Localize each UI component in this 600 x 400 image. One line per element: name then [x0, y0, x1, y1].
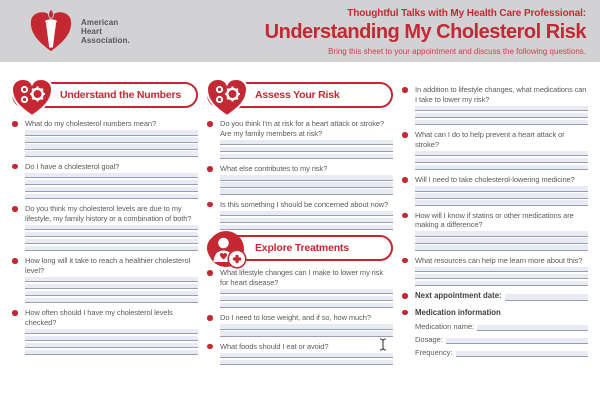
bullet-icon [12, 206, 18, 212]
answer-lines [25, 173, 198, 200]
column-understand-numbers [12, 62, 198, 370]
answer-line [415, 274, 588, 280]
next-appointment-row [402, 291, 588, 301]
bullet-icon [207, 202, 213, 208]
answer-line [25, 144, 198, 150]
answer-lines [25, 130, 198, 157]
answer-line [220, 296, 393, 302]
answer-line [415, 281, 588, 287]
content-columns [0, 62, 600, 370]
section-title: Assess Your Risk [255, 89, 340, 101]
question [12, 119, 198, 157]
medication-name-label: Medication name: [415, 322, 475, 331]
question-text: Do I need to lose weight, and if so, how much? [220, 313, 371, 322]
question-text: What foods should I eat or avoid? [220, 341, 329, 351]
question [207, 342, 393, 366]
question [12, 162, 198, 200]
question-text: Do you think my cholesterol levels are due to my lifestyle, my family history or a combination of both? [25, 204, 192, 223]
question-text: Is this something I should be concerned about now? [220, 199, 389, 209]
section-header-explore [207, 235, 393, 261]
answer-line [25, 173, 198, 179]
answer-line [415, 231, 588, 237]
question [12, 308, 198, 355]
text-cursor-icon [379, 338, 387, 356]
question-list [207, 119, 393, 230]
page-header [0, 0, 600, 62]
answer-line [25, 232, 198, 238]
medication-field-row [415, 348, 588, 357]
answer-lines [25, 225, 198, 252]
header-kicker: Thoughtful Talks with My Health Care Professional: [347, 8, 586, 19]
answer-lines [415, 151, 588, 171]
answer-lines [220, 175, 393, 195]
answer-line [25, 336, 198, 342]
answer-lines [415, 186, 588, 206]
question-text: Do you think I'm at risk for a heart attack or stroke? Are my family members at risk? [220, 119, 385, 138]
question [402, 130, 588, 170]
answer-lines [220, 140, 393, 160]
answer-lines [25, 277, 198, 304]
bullet-icon [12, 121, 18, 127]
answer-line [25, 239, 198, 245]
answer-line [220, 175, 393, 181]
answer-line [220, 331, 393, 337]
dosage-label: Dosage: [415, 335, 443, 344]
next-appointment-label: Next appointment date: [415, 291, 502, 300]
bullet-icon [207, 121, 213, 127]
answer-line [25, 246, 198, 252]
answer-line [415, 238, 588, 244]
answer-line [220, 211, 393, 217]
question-list [207, 268, 393, 365]
column-assess-explore [207, 62, 393, 370]
bullet-icon [207, 270, 213, 276]
question [207, 268, 393, 308]
answer-lines [415, 106, 588, 126]
question-text: What else contributes to my risk? [220, 164, 328, 173]
bullet-icon [402, 293, 408, 299]
question [12, 204, 198, 251]
answer-line [220, 140, 393, 146]
question-text: What resources can help me learn more about this? [415, 255, 583, 265]
answer-line [25, 187, 198, 193]
section-title: Understand the Numbers [60, 89, 182, 101]
answer-line [220, 154, 393, 160]
question [207, 164, 393, 195]
answer-line [415, 151, 588, 157]
section-title: Explore Treatments [255, 242, 349, 254]
answer-line [415, 186, 588, 192]
section-header-assess [207, 82, 393, 108]
bullet-icon [207, 166, 213, 172]
answer-line [25, 137, 198, 143]
question [207, 200, 393, 231]
question [402, 175, 588, 206]
answer-line [415, 200, 588, 206]
column-medications [402, 62, 588, 370]
answer-lines [220, 324, 393, 337]
answer-line [220, 147, 393, 153]
answer-lines [220, 289, 393, 309]
question-text: How will I know if statins or other medications are making a difference? [415, 210, 574, 229]
answer-line [25, 284, 198, 290]
answer-line [220, 189, 393, 195]
frequency-line [456, 351, 588, 358]
bullet-icon [402, 310, 408, 316]
answer-line [220, 289, 393, 295]
answer-line [415, 120, 588, 126]
heart-gears-icon [10, 76, 54, 123]
org-line-1: American [81, 17, 119, 27]
answer-lines [220, 211, 393, 231]
answer-lines [25, 329, 198, 356]
answer-line [220, 182, 393, 188]
heart-gears-icon [205, 76, 249, 123]
next-appointment-line [505, 294, 588, 301]
bullet-icon [207, 315, 213, 321]
question-list [12, 119, 198, 355]
org-line-2: Heart [81, 26, 102, 36]
answer-line [220, 360, 393, 366]
bullet-icon [12, 258, 18, 264]
answer-line [25, 350, 198, 356]
frequency-label: Frequency: [415, 348, 453, 357]
question-text: How often should I have my cholesterol levels checked? [25, 308, 173, 327]
bullet-icon [12, 164, 18, 170]
org-line-3: Association. [81, 35, 130, 45]
question-text: In addition to lifestyle changes, what medications can I take to lower my risk? [415, 85, 587, 104]
question-list [402, 85, 588, 357]
question [12, 256, 198, 303]
answer-lines [415, 231, 588, 251]
question-text: Do I have a cholesterol goal? [25, 161, 120, 171]
answer-line [25, 277, 198, 283]
medication-field-row [415, 322, 588, 331]
question-text: What can I do to help prevent a heart attack or stroke? [415, 130, 565, 149]
answer-line [220, 324, 393, 330]
answer-line [415, 267, 588, 273]
answer-line [415, 158, 588, 164]
bullet-icon [402, 177, 408, 183]
question [207, 119, 393, 159]
medication-info-block [402, 308, 588, 318]
answer-line [220, 303, 393, 309]
bullet-icon [207, 344, 213, 350]
answer-line [25, 298, 198, 304]
bullet-icon [402, 258, 408, 264]
question-text: What do my cholesterol numbers mean? [25, 119, 157, 128]
answer-line [25, 329, 198, 335]
bullet-icon [402, 87, 408, 93]
question-text: Will I need to take cholesterol-lowering medicine? [415, 175, 575, 184]
aha-logo [28, 9, 130, 53]
page-subtitle: Bring this sheet to your appointment and discuss the following questions. [328, 47, 586, 56]
answer-line [25, 130, 198, 136]
answer-line [415, 193, 588, 199]
dosage-line [446, 338, 588, 345]
page-title: Understanding My Cholesterol Risk [264, 21, 586, 43]
question [402, 85, 588, 125]
answer-line [415, 165, 588, 171]
answer-line [25, 291, 198, 297]
answer-line [220, 218, 393, 224]
question [402, 256, 588, 287]
org-name [81, 18, 130, 45]
answer-line [25, 225, 198, 231]
footer-fields [402, 291, 588, 357]
bullet-icon [402, 213, 408, 219]
heart-torch-icon [28, 9, 74, 53]
medication-field-row [415, 335, 588, 344]
medication-name-line [477, 325, 588, 332]
question [207, 313, 393, 337]
answer-line [415, 113, 588, 119]
medication-info-label: Medication information [415, 307, 501, 317]
question [402, 211, 588, 251]
bullet-icon [12, 310, 18, 316]
answer-line [220, 353, 393, 359]
answer-line [415, 245, 588, 251]
answer-lines [220, 353, 393, 366]
answer-line [25, 194, 198, 200]
bullet-icon [402, 132, 408, 138]
section-header-understand [12, 82, 198, 108]
answer-lines [415, 267, 588, 287]
header-titles [265, 8, 586, 56]
answer-line [25, 151, 198, 157]
medication-field-rows [402, 322, 588, 357]
question-text: How long will it take to reach a healthier cholesterol level? [25, 256, 191, 275]
answer-line [415, 106, 588, 112]
answer-line [25, 343, 198, 349]
answer-line [25, 180, 198, 186]
question-text: What lifestyle changes can I make to lower my risk for heart disease? [220, 268, 383, 287]
